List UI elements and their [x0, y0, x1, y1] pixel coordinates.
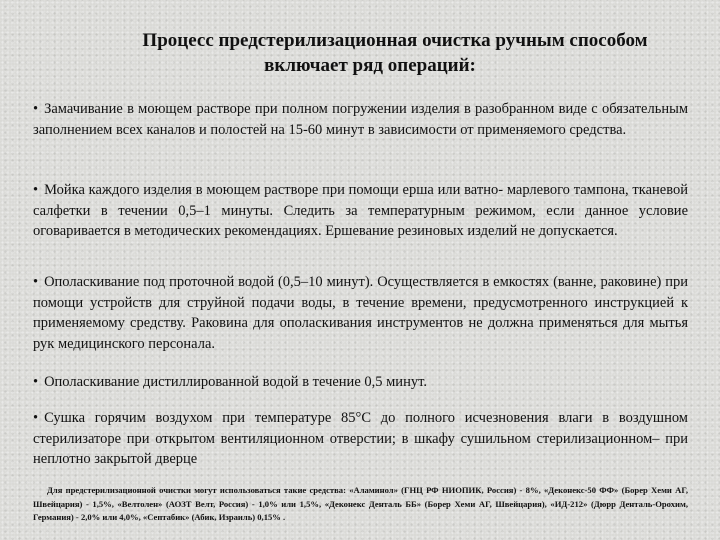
- bullet-icon: •: [33, 101, 39, 117]
- operation-text: Ополаскивание дистиллированной водой в течение 0,5 минут.: [44, 374, 427, 390]
- slide-title-line-2: включает ряд операций:: [264, 55, 476, 76]
- bullet-icon: •: [33, 274, 39, 290]
- bullet-icon: •: [33, 182, 39, 198]
- slide-title: [40, 28, 700, 78]
- operation-hot-air-drying: [33, 408, 688, 470]
- footnote-cleaning-agents: [33, 484, 688, 525]
- operation-text: Мойка каждого изделия в моющем растворе при помощи ерша или ватно- марлевого тампона, тканевой салфетки в течении 0,5–1 минуты. Следить за температурным режимом, если данное условие оговаривается в методических рекомендациях. Ершевание резиновых изделий не допускается.: [33, 182, 688, 239]
- operation-text: Ополаскивание под проточной водой (0,5–10 минут). Осуществляется в емкостях (ванне, раковине) при помощи устройств для струйной подачи воды, в течение времени, предусмотренного инструкцией к применяемому средству. Раковина для ополаскивания инструментов не должна применяться для мытья рук медицинского персонала.: [33, 274, 688, 352]
- footnote-text: Для предстерилизационной очистки могут использоваться такие средства: «Аламинол» (ГНЦ РФ НИОПИК, Россия) - 8%, «Деконекс-50 ФФ» (Борер Хеми АГ, Швейцария) - 1,5%, «Велтолен» (АОЗТ Велт, Россия) - 1,0% или 1,5%, «Деконекс Денталь ББ» (Борер Хеми АГ, Швейцария), «ИД-212» (Дюрр Денталь-Орохим, Германия) - 2,0% или 4,0%, «Септабик» (Абик, Израиль) 0,15% .: [33, 485, 688, 522]
- slide-title-line-1: Процесс предстерилизационная очистка ручным способом: [142, 30, 648, 51]
- operation-text: Сушка горячим воздухом при температуре 85°С до полного исчезновения влаги в воздушном стерилизаторе при открытом вентиляционном отверстии; в шкафу сушильном стерилизационном– при неплотно закрытой дверце: [33, 410, 688, 467]
- operation-washing: [33, 180, 688, 242]
- operation-text: Замачивание в моющем растворе при полном погружении изделия в разобранном виде с обязательным заполнением всех каналов и полостей на 15-60 минут в зависимости от применяемого средства.: [33, 101, 688, 138]
- operation-distilled-water-rinse: [33, 372, 688, 393]
- operation-soaking: [33, 99, 688, 140]
- bullet-icon: •: [33, 374, 39, 390]
- operation-running-water-rinse: [33, 272, 688, 354]
- bullet-icon: •: [33, 410, 39, 426]
